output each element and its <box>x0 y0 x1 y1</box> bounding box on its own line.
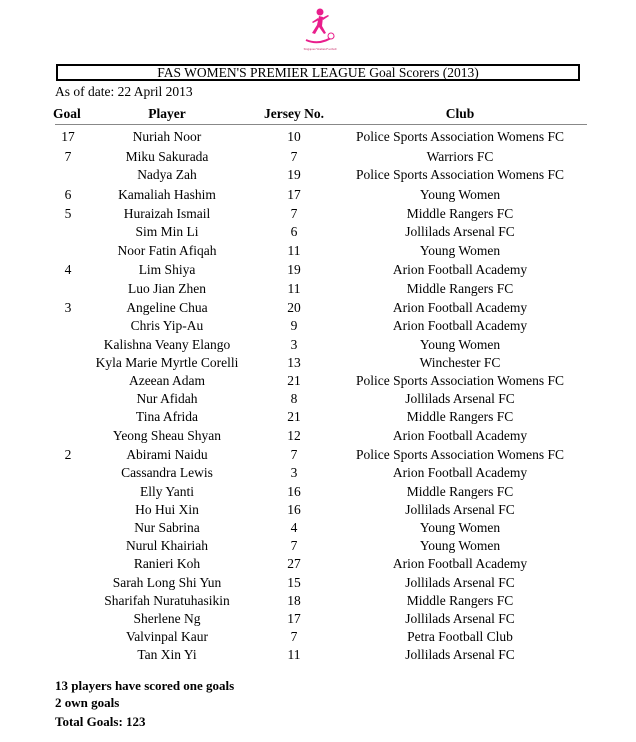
club-cell: Jollilads Arsenal FC <box>405 610 515 626</box>
page-title: FAS WOMEN'S PREMIER LEAGUE Goal Scorers (2013) <box>56 64 580 81</box>
jersey-cell: 8 <box>290 391 298 407</box>
jersey-cell: 21 <box>287 372 301 388</box>
table-row <box>0 166 636 184</box>
jersey-cell: 27 <box>287 556 301 572</box>
club-cell: Arion Football Academy <box>392 465 528 481</box>
jersey-cell: 16 <box>287 501 301 517</box>
jersey-cell: 20 <box>287 300 301 316</box>
club-cell: Petra Football Club <box>407 629 513 645</box>
player-cell: Yeong Sheau Shyan <box>112 427 222 443</box>
table-row <box>0 646 636 664</box>
jersey-cell: 9 <box>290 318 298 334</box>
table-row <box>0 555 636 573</box>
table-row <box>0 464 636 482</box>
club-cell: Warriors FC <box>426 148 494 164</box>
club-cell: Jollilads Arsenal FC <box>405 224 515 240</box>
player-cell: Luo Jian Zhen <box>128 280 206 296</box>
player-cell: Lim Shiya <box>138 262 196 278</box>
club-cell: Middle Rangers FC <box>406 206 514 222</box>
table-row <box>0 205 636 223</box>
player-cell: Tina Afrida <box>135 409 199 425</box>
header-jersey: Jersey No. <box>264 106 324 121</box>
jersey-cell: 21 <box>287 409 301 425</box>
table-row <box>0 446 636 464</box>
table-row <box>0 610 636 628</box>
table-row <box>0 427 636 445</box>
jersey-cell: 7 <box>290 206 298 222</box>
player-cell: Azeean Adam <box>128 372 206 388</box>
header-player: Player <box>148 106 186 121</box>
club-cell: Winchester FC <box>419 354 501 370</box>
jersey-cell: 17 <box>287 610 301 626</box>
club-cell: Young Women <box>419 538 501 554</box>
as-of-date: As of date: 22 April 2013 <box>55 84 193 99</box>
player-cell: Chris Yip-Au <box>130 318 204 334</box>
club-cell: Middle Rangers FC <box>406 483 514 499</box>
player-cell: Sherlene Ng <box>133 610 201 626</box>
jersey-cell: 7 <box>290 447 298 463</box>
jersey-cell: 11 <box>287 242 301 258</box>
table-row <box>0 483 636 501</box>
table-row <box>0 148 636 166</box>
jersey-cell: 11 <box>287 280 301 296</box>
jersey-cell: 6 <box>290 224 298 240</box>
table-row <box>0 372 636 390</box>
club-cell: Arion Football Academy <box>392 556 528 572</box>
goal-cell: 4 <box>64 262 72 278</box>
jersey-cell: 7 <box>290 538 298 554</box>
goal-cell: 6 <box>64 186 72 202</box>
club-cell: Middle Rangers FC <box>406 592 514 608</box>
header-divider <box>55 124 587 125</box>
table-row <box>0 390 636 408</box>
jersey-cell: 11 <box>287 647 301 663</box>
jersey-cell: 10 <box>287 129 301 144</box>
player-cell: Nadya Zah <box>137 166 197 182</box>
table-row <box>0 501 636 519</box>
player-cell: Nur Afidah <box>136 391 198 407</box>
club-cell: Young Women <box>419 186 501 202</box>
jersey-cell: 3 <box>290 336 298 352</box>
table-row <box>0 299 636 317</box>
jersey-cell: 17 <box>287 186 301 202</box>
club-cell: Police Sports Association Womens FC <box>356 447 564 463</box>
player-cell: Nurul Khairiah <box>125 538 209 554</box>
player-cell: Nur Sabrina <box>134 519 200 535</box>
goal-cell: 2 <box>64 447 72 463</box>
table-row <box>0 128 636 146</box>
club-cell: Young Women <box>419 519 501 535</box>
jersey-cell: 12 <box>287 427 301 443</box>
club-cell: Police Sports Association Womens FC <box>356 372 564 388</box>
table-row <box>0 261 636 279</box>
table-row <box>0 354 636 372</box>
player-cell: Cassandra Lewis <box>121 465 213 481</box>
player-cell: Miku Sakurada <box>125 148 209 164</box>
table-row <box>0 537 636 555</box>
player-cell: Huraizah Ismail <box>123 206 211 222</box>
player-cell: Kalishna Veany Elango <box>103 336 231 352</box>
player-cell: Sharifah Nuratuhasikin <box>104 592 230 608</box>
footer-total-goals: Total Goals: 123 <box>55 714 146 729</box>
table-row <box>0 280 636 298</box>
table-row <box>0 186 636 204</box>
player-cell: Sarah Long Shi Yun <box>112 574 222 590</box>
scorers-table <box>0 128 636 664</box>
table-row <box>0 592 636 610</box>
player-cell: Nuriah Noor <box>132 129 202 144</box>
jersey-cell: 18 <box>287 592 301 608</box>
player-cell: Kyla Marie Myrtle Corelli <box>95 354 239 370</box>
player-cell: Valvinpal Kaur <box>125 629 209 645</box>
jersey-cell: 16 <box>287 483 301 499</box>
player-cell: Ho Hui Xin <box>135 501 199 517</box>
player-cell: Elly Yanti <box>139 483 194 499</box>
header-goal: Goal <box>53 106 81 121</box>
player-cell: Angeline Chua <box>126 300 208 316</box>
club-cell: Middle Rangers FC <box>406 280 514 296</box>
club-cell: Arion Football Academy <box>392 427 528 443</box>
club-cell: Arion Football Academy <box>392 318 528 334</box>
jersey-cell: 4 <box>290 519 298 535</box>
club-cell: Arion Football Academy <box>392 262 528 278</box>
table-row <box>0 519 636 537</box>
jersey-cell: 13 <box>287 354 301 370</box>
goal-cell: 17 <box>61 129 75 144</box>
jersey-cell: 19 <box>287 262 301 278</box>
table-row <box>0 223 636 241</box>
club-cell: Arion Football Academy <box>392 300 528 316</box>
table-row <box>0 574 636 592</box>
table-row <box>0 408 636 426</box>
club-cell: Young Women <box>419 336 501 352</box>
jersey-cell: 7 <box>290 629 298 645</box>
footer-own-goals: 2 own goals <box>55 695 120 710</box>
jersey-cell: 7 <box>290 148 298 164</box>
logo-caption: Singapore Women Football <box>303 47 337 51</box>
club-cell: Jollilads Arsenal FC <box>405 647 515 663</box>
player-cell: Abirami Naidu <box>126 447 208 463</box>
club-cell: Jollilads Arsenal FC <box>405 501 515 517</box>
club-cell: Young Women <box>419 242 501 258</box>
club-cell: Middle Rangers FC <box>406 409 514 425</box>
jersey-cell: 19 <box>287 166 301 182</box>
player-cell: Tan Xin Yi <box>137 647 197 663</box>
goal-cell: 5 <box>64 206 72 222</box>
player-cell: Kamaliah Hashim <box>118 186 216 202</box>
table-row <box>0 317 636 335</box>
table-row <box>0 628 636 646</box>
club-cell: Jollilads Arsenal FC <box>405 391 515 407</box>
player-cell: Sim Min Li <box>135 224 199 240</box>
footballer-logo-icon <box>298 6 342 50</box>
header-club: Club <box>445 106 475 121</box>
player-cell: Ranieri Koh <box>133 556 201 572</box>
table-row <box>0 336 636 354</box>
player-cell: Noor Fatin Afiqah <box>117 242 217 258</box>
goal-cell: 3 <box>64 300 72 316</box>
club-cell: Police Sports Association Womens FC <box>356 129 564 144</box>
table-row <box>0 242 636 260</box>
goal-cell: 7 <box>64 148 72 164</box>
footer-one-goal: 13 players have scored one goals <box>55 678 235 693</box>
jersey-cell: 15 <box>287 574 301 590</box>
club-cell: Police Sports Association Womens FC <box>356 166 564 182</box>
jersey-cell: 3 <box>290 465 298 481</box>
club-cell: Jollilads Arsenal FC <box>405 574 515 590</box>
